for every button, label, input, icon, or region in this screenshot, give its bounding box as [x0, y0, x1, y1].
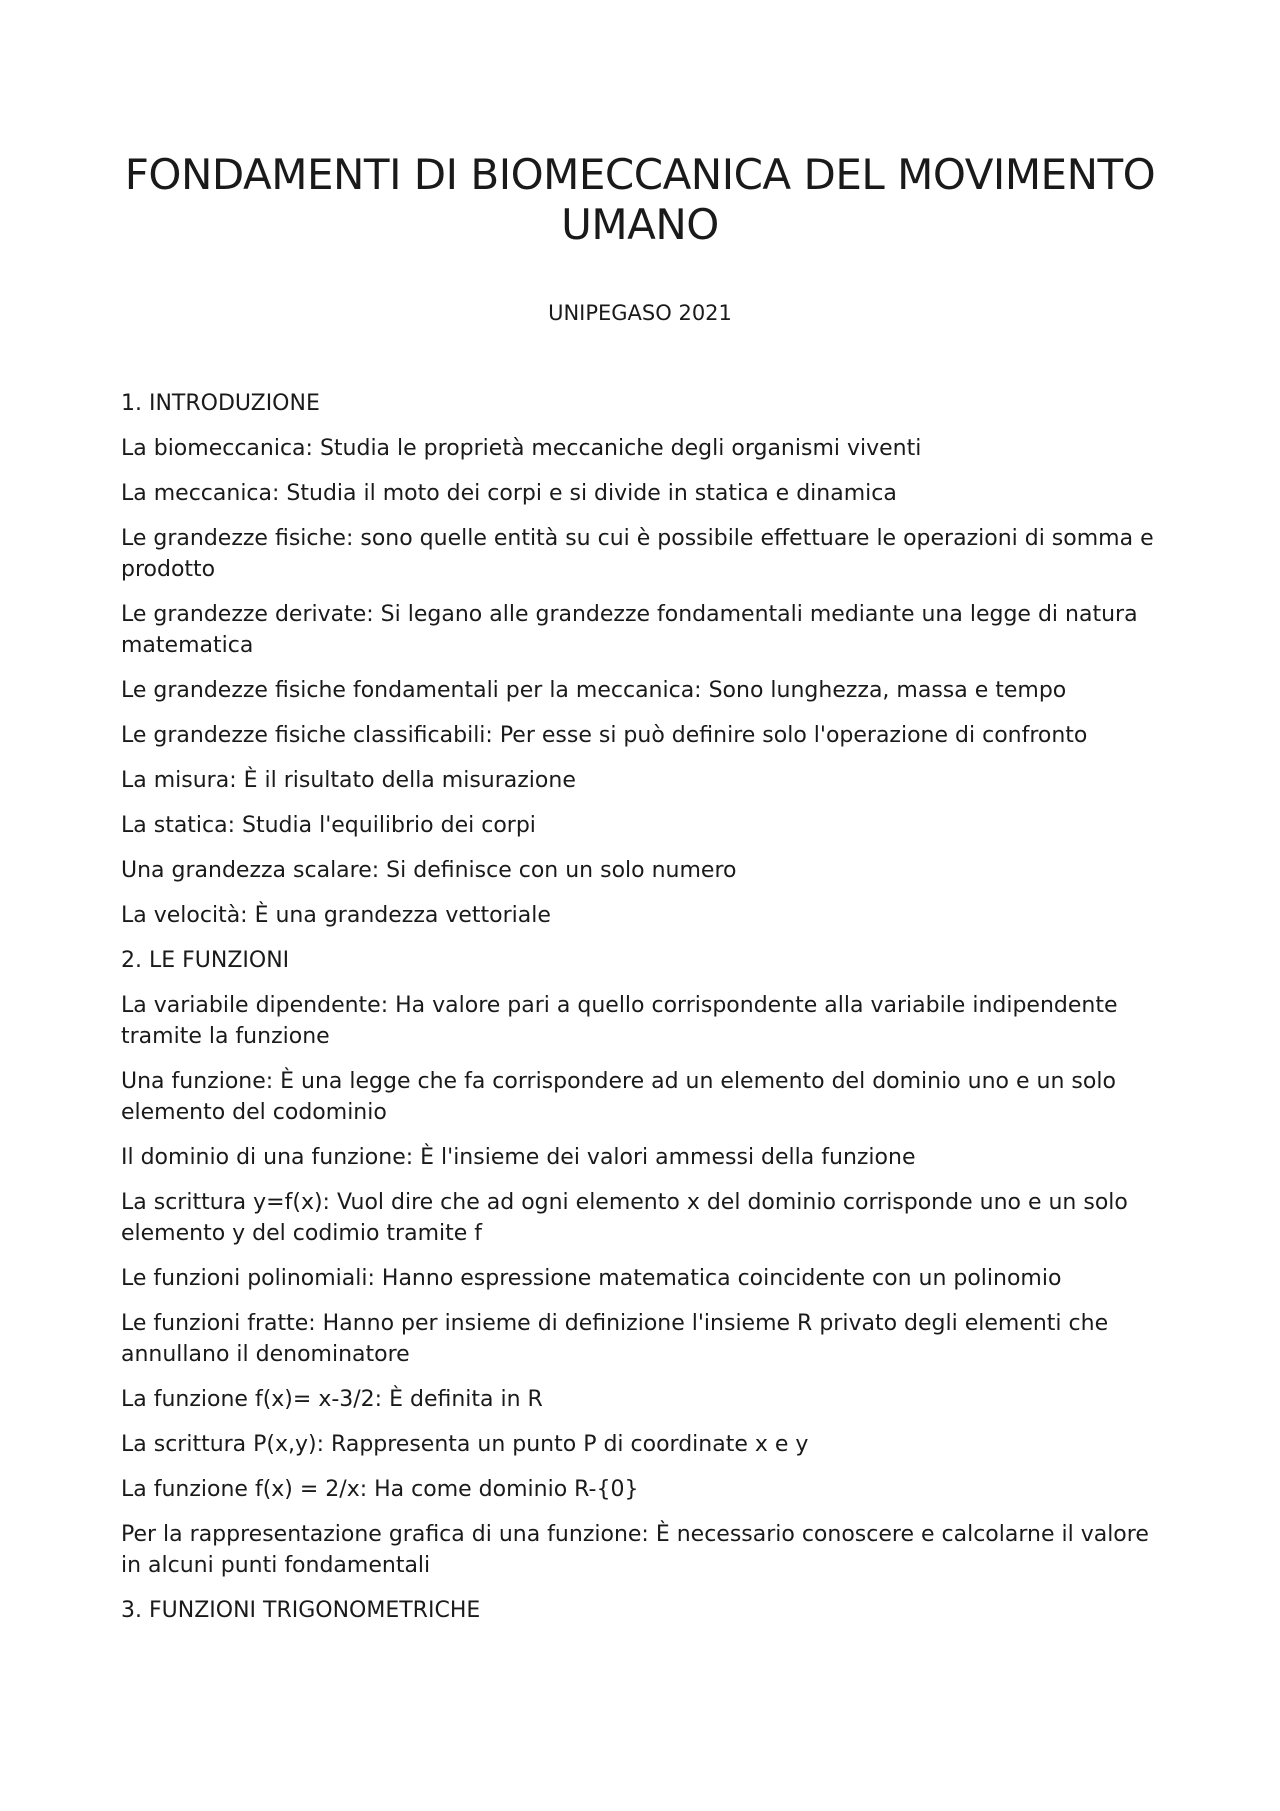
- document-content: [121, 388, 1161, 1640]
- text-line: La velocità: È una grandezza vettoriale: [121, 903, 551, 928]
- text-line: La meccanica: Studia il moto dei corpi e si divide in statica e dinamica: [121, 481, 897, 506]
- text-line: La statica: Studia l'equilibrio dei corpi: [121, 813, 536, 838]
- text-line: Per la rappresentazione grafica di una funzione: È necessario conoscere e calcolarne il valore in alcuni punti fondamentali: [121, 1522, 1149, 1578]
- text-line: La funzione f(x)= x-3/2: È definita in R: [121, 1387, 543, 1412]
- document-subtitle: UNIPEGASO 2021: [548, 301, 732, 325]
- section-heading-funzioni-trigonometriche: 3. FUNZIONI TRIGONOMETRICHE: [121, 1598, 481, 1623]
- text-line: Le grandezze fisiche fondamentali per la meccanica: Sono lunghezza, massa e tempo: [121, 678, 1067, 703]
- text-line: La variabile dipendente: Ha valore pari a quello corrispondente alla variabile indipendente tramite la funzione: [121, 993, 1118, 1049]
- document-title: FONDAMENTI DI BIOMECCANICA DEL MOVIMENTO UMANO: [124, 150, 1156, 249]
- text-line: La biomeccanica: Studia le proprietà meccaniche degli organismi viventi: [121, 436, 922, 461]
- text-line: La scrittura P(x,y): Rappresenta un punto P di coordinate x e y: [121, 1432, 809, 1457]
- text-line: La funzione f(x) = 2/x: Ha come dominio R-{0}: [121, 1477, 639, 1502]
- text-line: Il dominio di una funzione: È l'insieme dei valori ammessi della funzione: [121, 1145, 916, 1170]
- text-line: Le grandezze fisiche: sono quelle entità su cui è possibile effettuare le operazioni di somma e prodotto: [121, 526, 1154, 582]
- text-line: La scrittura y=f(x): Vuol dire che ad ogni elemento x del dominio corrisponde uno e un solo elemento y del codimio tramite f: [121, 1190, 1128, 1246]
- text-line: Le funzioni polinomiali: Hanno espressione matematica coincidente con un polinomio: [121, 1266, 1062, 1291]
- section-heading-funzioni: 2. LE FUNZIONI: [121, 948, 290, 973]
- text-line: Le grandezze fisiche classificabili: Per esse si può definire solo l'operazione di confronto: [121, 723, 1088, 748]
- text-line: Una funzione: È una legge che fa corrispondere ad un elemento del dominio uno e un solo elemento del codominio: [121, 1069, 1116, 1125]
- text-line: Le funzioni fratte: Hanno per insieme di definizione l'insieme R privato degli elementi che annullano il denominatore: [121, 1311, 1109, 1367]
- text-line: Le grandezze derivate: Si legano alle grandezze fondamentali mediante una legge di natura matematica: [121, 602, 1138, 658]
- text-line: Una grandezza scalare: Si definisce con un solo numero: [121, 858, 737, 883]
- section-heading-introduzione: 1. INTRODUZIONE: [121, 391, 320, 416]
- text-line: La misura: È il risultato della misurazione: [121, 768, 576, 793]
